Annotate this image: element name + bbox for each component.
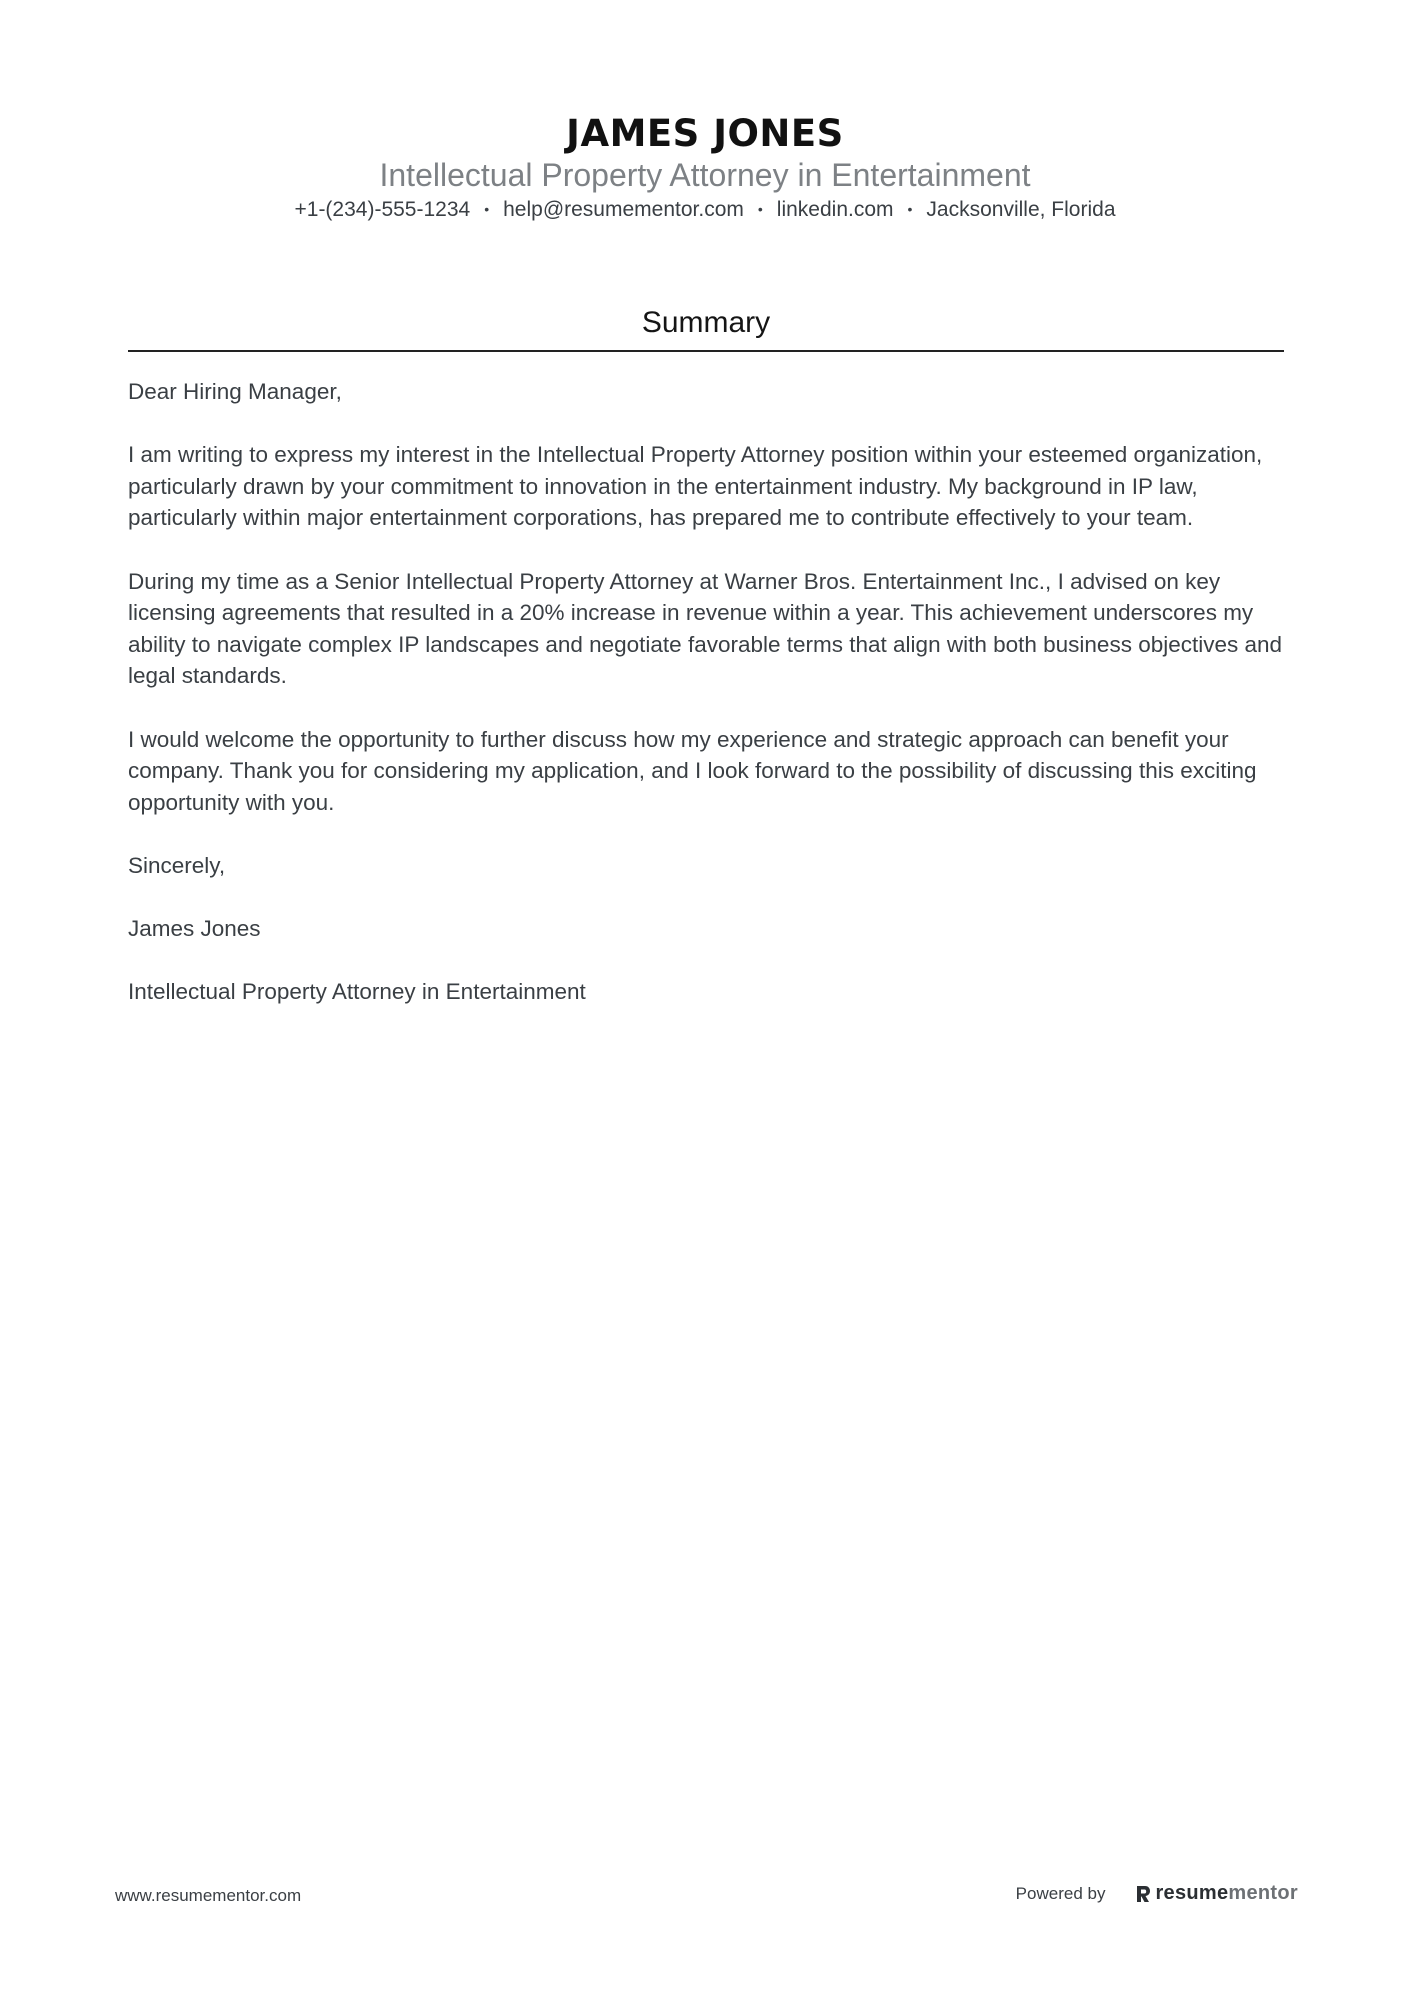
applicant-name: JAMES JONES	[566, 112, 844, 155]
letter-closing: Sincerely,	[128, 852, 226, 878]
contact-separator: •	[484, 201, 490, 217]
footer-website[interactable]: www.resumementor.com	[115, 1886, 302, 1905]
signature-name: James Jones	[128, 916, 261, 942]
contact-linkedin[interactable]: linkedin.com	[776, 198, 894, 221]
signature-title: Intellectual Property Attorney in Entertainment	[128, 979, 586, 1005]
contact-phone: +1-(234)-555-1234	[294, 198, 471, 221]
powered-by-label: Powered by	[1015, 1883, 1106, 1903]
letter-paragraph: During my time as a Senior Intellectual Property Attorney at Warner Bros. Entertainment Inc., I advised on key licensing agreements that resulted in a 20% increase in revenue within a year. This achievement underscores my ability to navigate complex IP landscapes and negotiate favorable terms that align with both business objectives and legal standards.	[128, 568, 1283, 689]
footer-brand	[1016, 1882, 1298, 1905]
applicant-headline: Intellectual Property Attorney in Entertainment	[379, 157, 1031, 193]
contact-location: Jacksonville, Florida	[926, 198, 1116, 221]
brand-text-mentor: mentor	[1228, 1882, 1298, 1904]
section-title: Summary	[128, 302, 1284, 352]
contact-separator: •	[907, 201, 913, 217]
resumementor-logo-icon	[1135, 1884, 1151, 1904]
header	[0, 112, 1410, 223]
summary-section	[128, 302, 1284, 1039]
letter-paragraph: I am writing to express my interest in the Intellectual Property Attorney position within your esteemed organization, particularly drawn by your commitment to innovation in the entertainment industry. My background in IP law, particularly within major entertainment corporations, has prepared me to contribute effectively to your team.	[128, 442, 1263, 531]
letter-body	[128, 376, 1284, 1008]
resumementor-logo[interactable]	[1135, 1882, 1298, 1905]
contact-email[interactable]: help@resumementor.com	[503, 198, 744, 221]
letter-paragraph: I would welcome the opportunity to further discuss how my experience and strategic approach can benefit your company. Thank you for considering my application, and I look forward to the possibility of discussing this exciting opportunity with you.	[128, 726, 1257, 815]
contact-line	[0, 196, 1410, 223]
brand-text-resume: resume	[1155, 1882, 1229, 1904]
contact-separator: •	[757, 201, 763, 217]
letter-greeting: Dear Hiring Manager,	[128, 379, 342, 404]
